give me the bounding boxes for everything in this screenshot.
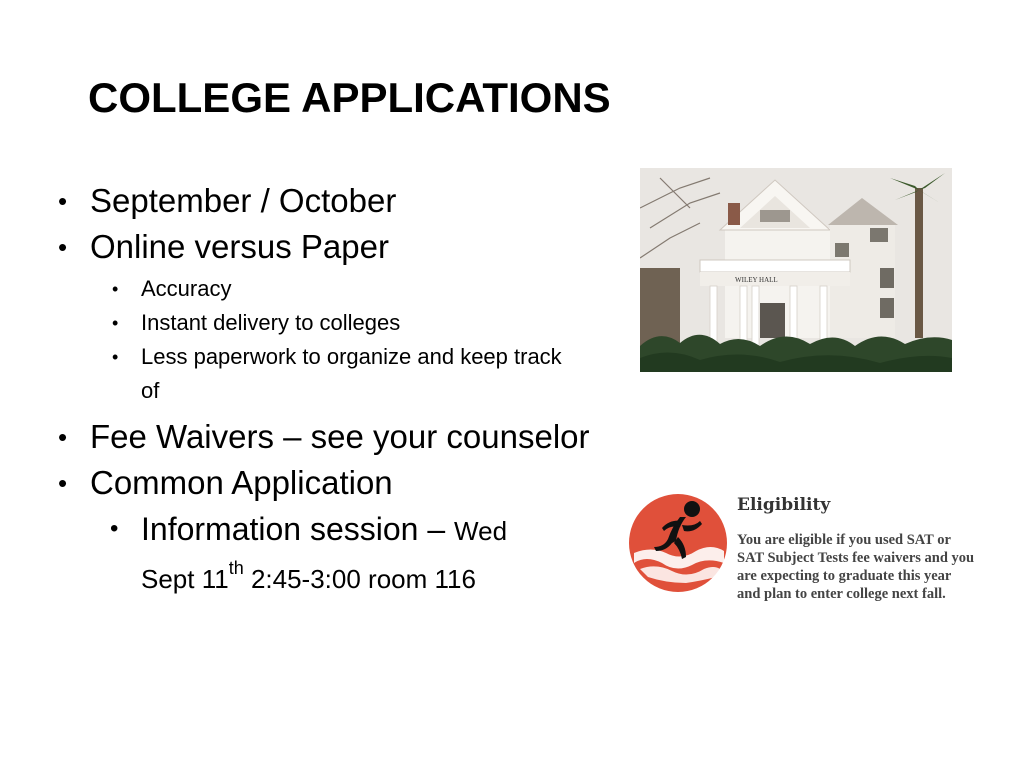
wiley-hall-illustration — [640, 168, 952, 372]
eligibility-text: You are eligible if you used SAT or SAT Subject Tests fee waivers and you are expecting to graduate this year and plan to enter college next fall. — [737, 532, 975, 602]
eligibility-graphic — [622, 485, 975, 625]
sub-bullet-information-session — [110, 506, 648, 602]
sub-bullet-list-online — [110, 272, 648, 408]
bullet-september-october: • September / October — [58, 178, 648, 224]
bullet-online-versus-paper: • Online versus Paper — [58, 224, 648, 270]
wiley-hall-photo — [640, 168, 952, 372]
sub-bullet-instant-delivery: • Instant delivery to colleges — [110, 306, 648, 340]
info-session-day: Wed — [454, 516, 508, 546]
wiley-hall-sign: WILEY HALL — [735, 276, 778, 284]
sub-bullet-list-common-app — [110, 506, 648, 602]
bullet-common-application: • Common Application — [58, 460, 648, 506]
info-session-date: Sept 11 — [141, 564, 229, 594]
info-session-time-room: 2:45-3:00 room 116 — [243, 564, 476, 594]
info-session-date-suffix: th — [228, 558, 244, 579]
slide-title: COLLEGE APPLICATIONS — [88, 74, 611, 121]
info-session-lead: Information session – — [141, 511, 455, 547]
sub-bullet-less-paperwork: • Less paperwork to organize and keep track of — [110, 340, 581, 408]
running-figure-globe-icon — [626, 491, 731, 596]
bullet-fee-waivers: • Fee Waivers – see your counselor — [58, 414, 648, 460]
eligibility-heading: Eligibility — [737, 495, 831, 515]
sub-bullet-accuracy: • Accuracy — [110, 272, 648, 306]
bullet-list — [58, 178, 648, 608]
